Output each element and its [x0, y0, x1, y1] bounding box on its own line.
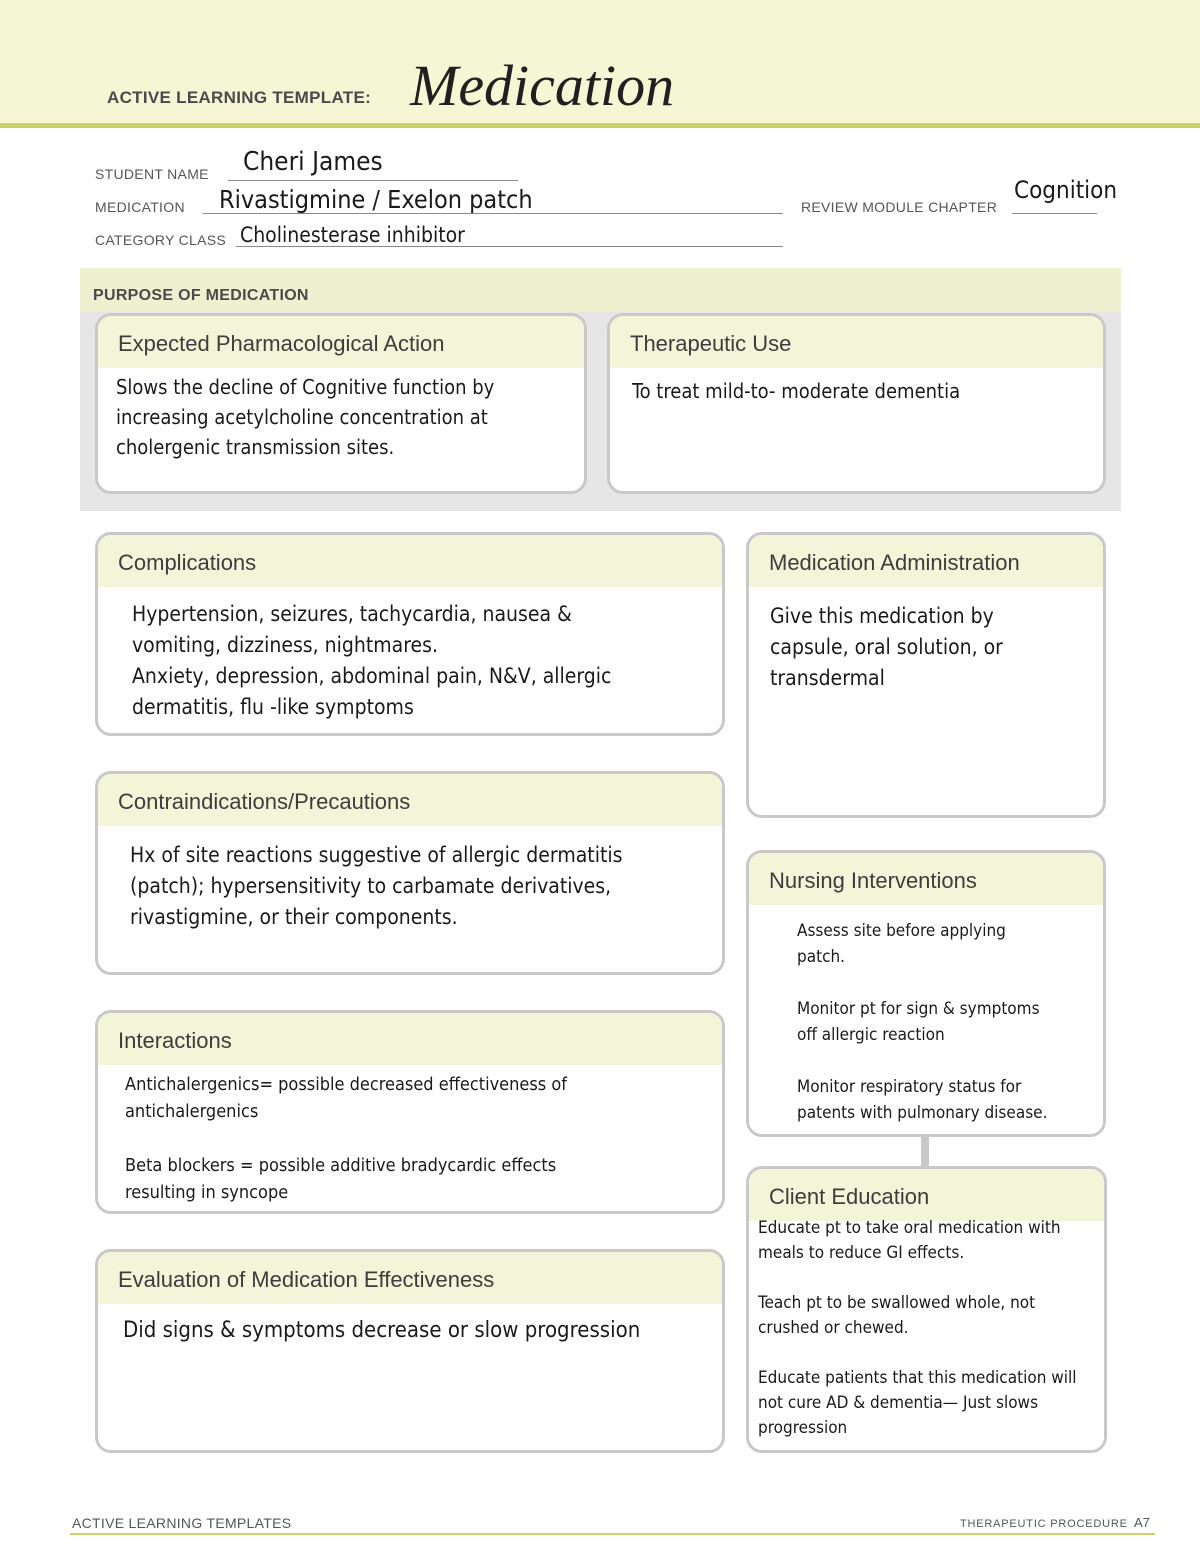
evaluation-text[interactable]: Did signs & symptoms decrease or slow progression	[123, 1318, 641, 1343]
interactions-text[interactable]: Antichalergenics= possible decreased effectiveness of antichalergenics Beta blockers = possible additive bradycardic effects resulting in syncope	[125, 1074, 567, 1203]
page-title: Medication	[410, 53, 675, 118]
evaluation-heading: Evaluation of Medication Effectiveness	[98, 1252, 722, 1304]
med-admin-text[interactable]: Give this medication by capsule, oral solution, or transdermal	[770, 604, 1003, 690]
page-number: A7	[1134, 1515, 1150, 1530]
medication-value[interactable]: Rivastigmine / Exelon patch	[219, 185, 533, 214]
pharm-action-heading: Expected Pharmacological Action	[98, 316, 584, 368]
med-admin-box	[746, 532, 1106, 818]
client-education-text[interactable]: Educate pt to take oral medication with meals to reduce GI effects. Teach pt to be swallowed whole, not crushed or chewed. Educate patients that this medication will not cure AD & dementia— Just slows progression	[758, 1218, 1077, 1438]
box-connector	[921, 1136, 929, 1166]
contraindications-box	[95, 771, 725, 975]
category-class-label: CATEGORY CLASS	[95, 232, 227, 248]
therapeutic-use-text[interactable]: To treat mild-to- moderate dementia	[632, 379, 961, 403]
medication-label: MEDICATION	[95, 199, 185, 215]
complications-heading: Complications	[98, 535, 722, 587]
footer-right: THERAPEUTIC PROCEDURE	[960, 1518, 1128, 1530]
client-education-box	[746, 1166, 1107, 1453]
therapeutic-use-heading: Therapeutic Use	[610, 316, 1103, 368]
review-module-line	[1012, 213, 1097, 214]
review-module-label: REVIEW MODULE CHAPTER	[801, 199, 998, 215]
student-name-value[interactable]: Cheri James	[243, 147, 383, 177]
contraindications-text[interactable]: Hx of site reactions suggestive of allergic dermatitis (patch); hypersensitivity to carbamate derivatives, rivastigmine, or their components.	[130, 843, 623, 929]
interactions-box	[95, 1010, 725, 1214]
student-name-line	[228, 180, 518, 181]
med-admin-heading: Medication Administration	[749, 535, 1103, 587]
client-education-heading: Client Education	[749, 1169, 1104, 1221]
nursing-interventions-text[interactable]: Assess site before applying patch. Monitor pt for sign & symptoms off allergic reaction Monitor respiratory status for patents with pulmonary disease.	[797, 921, 1048, 1123]
category-class-value[interactable]: Cholinesterase inhibitor	[240, 223, 465, 247]
nursing-interventions-heading: Nursing Interventions	[749, 853, 1103, 905]
footer-divider	[70, 1533, 1155, 1535]
nursing-interventions-box	[746, 850, 1106, 1137]
contraindications-heading: Contraindications/Precautions	[98, 774, 722, 826]
evaluation-box	[95, 1249, 725, 1453]
complications-box	[95, 532, 725, 736]
purpose-title: PURPOSE OF MEDICATION	[93, 287, 309, 304]
footer-left: ACTIVE LEARNING TEMPLATES	[72, 1515, 292, 1531]
pharm-action-box	[95, 313, 587, 494]
complications-text[interactable]: Hypertension, seizures, tachycardia, nausea & vomiting, dizziness, nightmares. Anxiety, depression, abdominal pain, N&V, allergic dermatitis, flu -like symptoms	[132, 602, 612, 719]
header-divider	[0, 123, 1200, 128]
template-label: ACTIVE LEARNING TEMPLATE:	[107, 88, 372, 107]
interactions-heading: Interactions	[98, 1013, 722, 1065]
therapeutic-use-box	[607, 313, 1106, 494]
pharm-action-text[interactable]: Slows the decline of Cognitive function by increasing acetylcholine concentration at cholergenic transmission sites.	[116, 375, 495, 459]
student-name-label: STUDENT NAME	[95, 166, 209, 182]
review-module-value[interactable]: Cognition	[1014, 176, 1118, 204]
